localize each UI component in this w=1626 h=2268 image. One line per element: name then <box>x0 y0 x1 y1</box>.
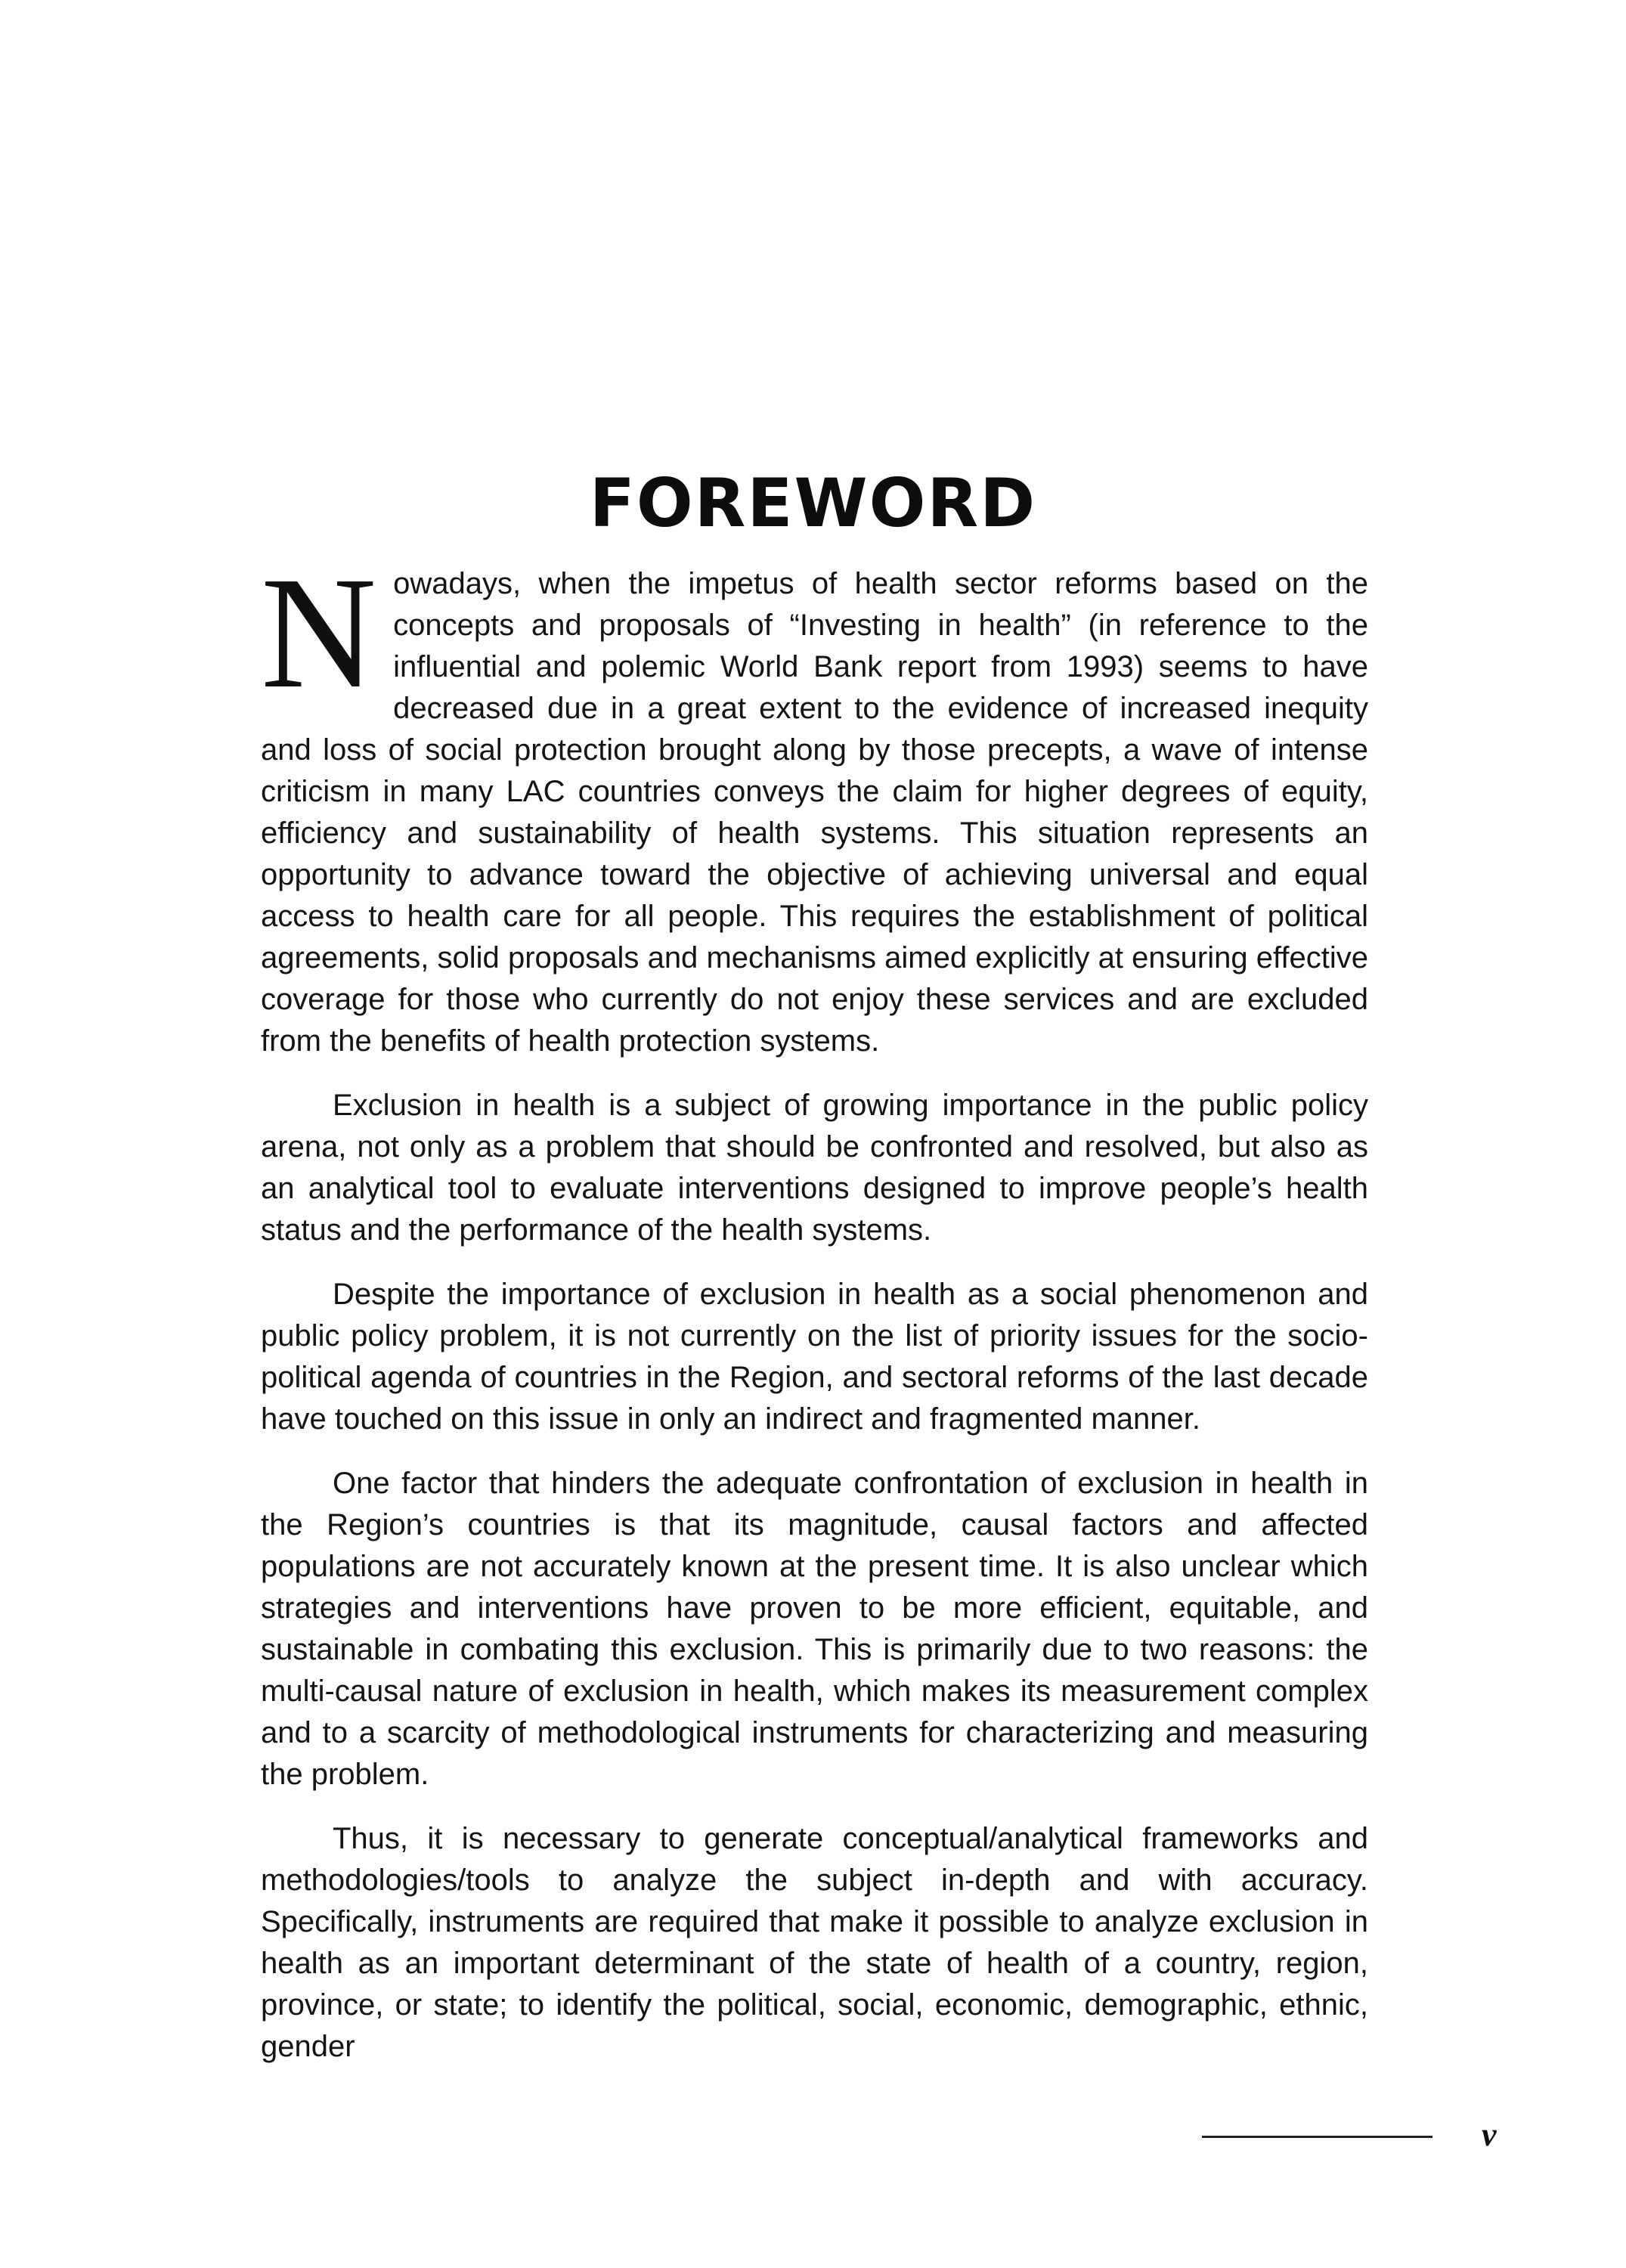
page-number: v <box>1482 2116 1497 2153</box>
paragraph-5: Thus, it is necessary to generate conceptual/analytical frameworks and methodologies/tools to analyze the subject in-depth and with accuracy. Specifically, instruments are required that make it possible to analyze exclusion in health as an important determinant of the state of health of a country, region, province, or state; to identify the political, social, economic, demographic, ethnic, gender <box>261 1822 1368 2063</box>
footer-rule <box>1202 2136 1432 2138</box>
paragraph-2: Exclusion in health is a subject of growing importance in the public policy arena, not only as a problem that should be confronted and resolved, but also as an analytical tool to evaluate interventions designed to improve people’s health status and the performance of the health systems. <box>261 1089 1368 1247</box>
page-title: FOREWORD <box>589 463 1037 542</box>
paragraph-1-text: owadays, when the impetus of health sector reforms based on the concepts and proposals of “Investing in health” (in reference to the influential and polemic World Bank report from 1993) seems to have decreased due in a great extent to the evidence of increased inequity and loss of social protection brought along by those precepts, a wave of intense criticism in many LAC countries conveys the claim for higher degrees of equity, efficiency and sustainability of health systems. This situation represents an opportunity to advance toward the objective of achieving universal and equal access to health care for all people. This requires the establishment of political agreements, solid proposals and mechanisms aimed explicitly at ensuring effective coverage for those who currently do not enjoy these services and are excluded from the benefits of health protection systems. <box>261 567 1368 1058</box>
drop-cap: N <box>261 544 377 721</box>
paragraph-4: One factor that hinders the adequate confrontation of exclusion in health in the Region’s countries is that its magnitude, causal factors and affected populations are not accurately known at the present time. It is also unclear which strategies and interventions have proven to be more efficient, equitable, and sustainable in combating this exclusion. This is primarily due to two reasons: the multi-causal nature of exclusion in health, which makes its measurement complex and to a scarcity of methodological instruments for characterizing and measuring the problem. <box>261 1467 1368 1791</box>
body-text <box>261 544 1368 2090</box>
paragraph-3: Despite the importance of exclusion in health as a social phenomenon and public policy problem, it is not currently on the list of priority issues for the socio-political agenda of countries in the Region, and sectoral reforms of the last decade have touched on this issue in only an indirect and fragmented manner. <box>261 1278 1368 1436</box>
paragraph-1 <box>261 544 1368 1062</box>
